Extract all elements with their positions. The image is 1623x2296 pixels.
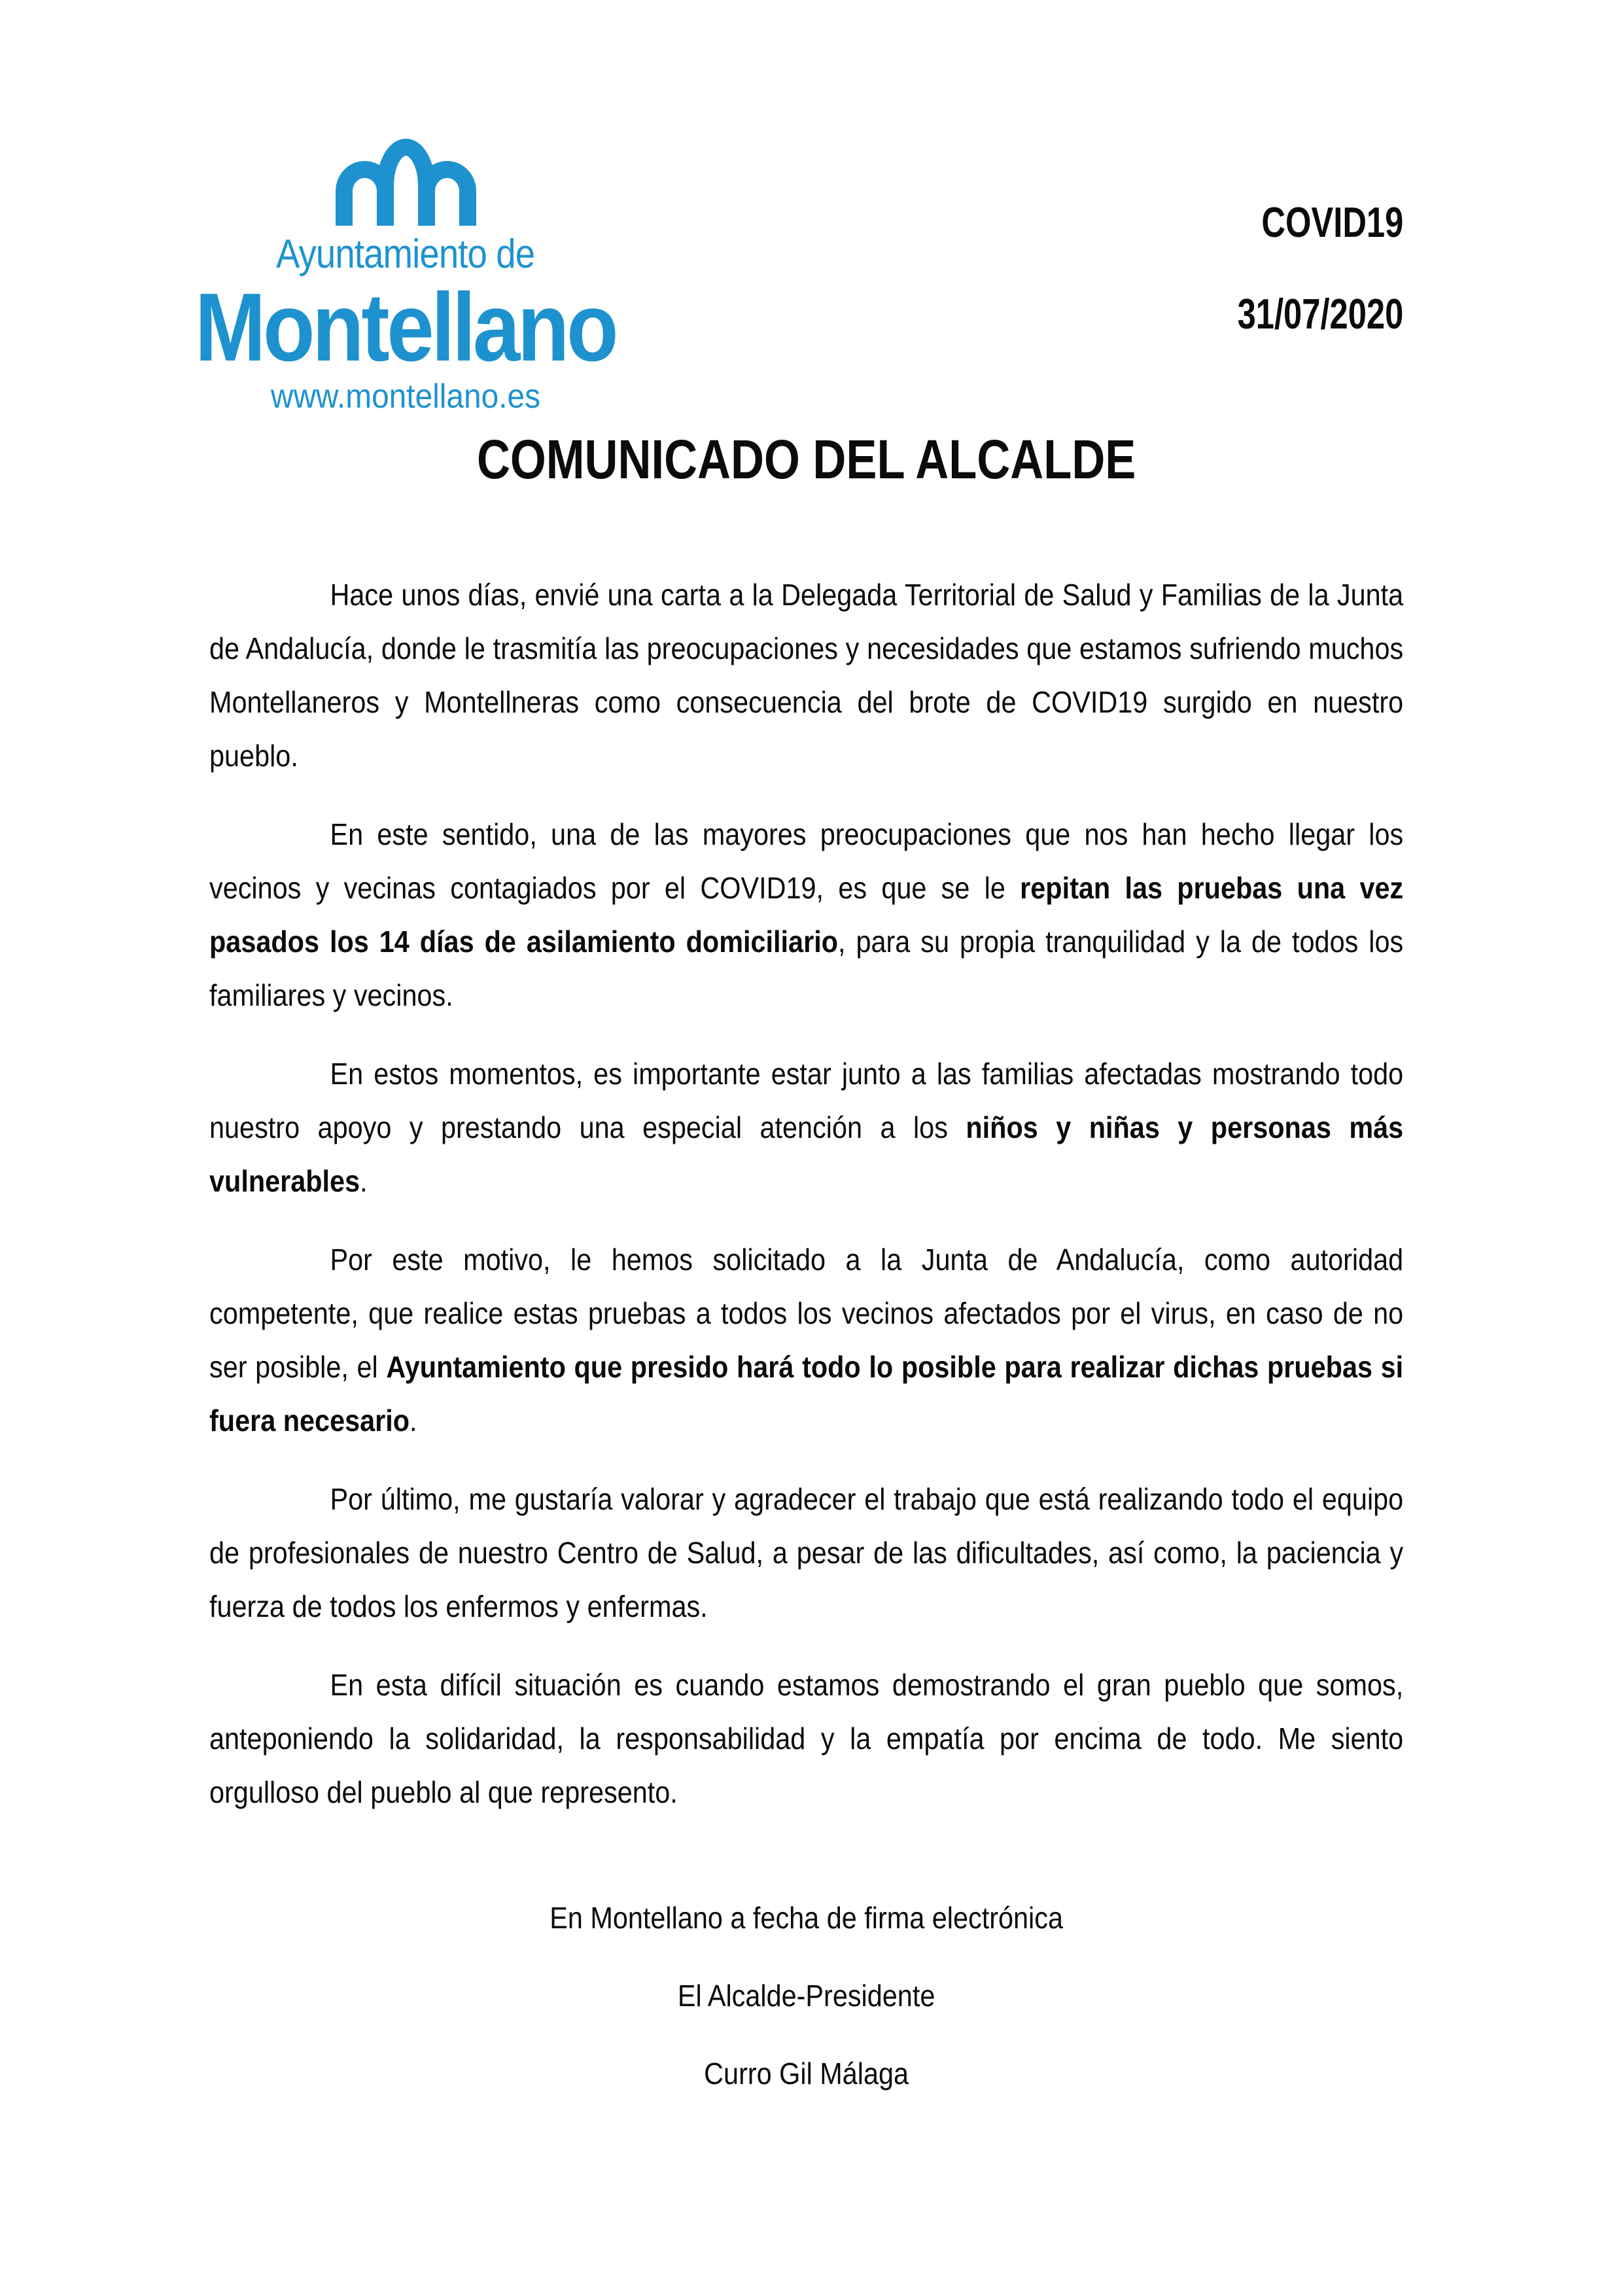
signature-name-line: Curro Gil Málaga bbox=[704, 2057, 909, 2091]
document-body bbox=[209, 568, 1403, 1844]
paragraph: Por este motivo, le hemos solicitado a la Junta de Andalucía, como autoridad competente, que realice estas pruebas a todos los vecinos afectados por el virus, en caso de no ser posible, el Ayuntamiento que presido hará todo lo posible para realizar dichas pruebas si fuera necesario. bbox=[209, 1243, 1404, 1438]
logo-url: www.montellano.es bbox=[270, 378, 541, 415]
signature-block bbox=[209, 1891, 1403, 2125]
logo-org-line: Ayuntamiento de bbox=[276, 232, 535, 277]
signature-place-line: En Montellano a fecha de firma electrónica bbox=[550, 1901, 1063, 1935]
montellano-arches-icon bbox=[336, 139, 476, 226]
paragraph: En estos momentos, es importante estar junto a las familias afectadas mostrando todo nuestro apoyo y prestando una especial atención a los niños y niñas y personas más vulnerables. bbox=[209, 1057, 1404, 1198]
paragraph: Hace unos días, envié una carta a la Delegada Territorial de Salud y Familias de la Junta de Andalucía, donde le trasmitía las preocupaciones y necesidades que estamos sufriendo muchos Montellaneros y Montellneras como consecuencia del brote de COVID19 surgido en nuestro pueblo. bbox=[209, 578, 1404, 773]
paragraph: En este sentido, una de las mayores preocupaciones que nos han hecho llegar los vecinos y vecinas contagiados por el COVID19, es que se le repitan las pruebas una vez pasados los 14 días de asilamiento domiciliario, para su propia tranquilidad y la de todos los familiares y vecinos. bbox=[209, 817, 1404, 1012]
paragraph: Por último, me gustaría valorar y agradecer el trabajo que está realizando todo el equipo de profesionales de nuestro Centro de Salud, a pesar de las dificultades, así como, la paciencia y fuerza de todos los enfermos y enfermas. bbox=[209, 1482, 1404, 1623]
doc-label: COVID19 bbox=[1261, 198, 1403, 246]
paragraph: En esta difícil situación es cuando estamos demostrando el gran pueblo que somos, anteponiendo la solidaridad, la responsabilidad y la empatía por encima de todo. Me siento orgulloso del pueblo al que represento. bbox=[209, 1668, 1404, 1809]
montellano-logo bbox=[196, 139, 615, 415]
signature-role-line: El Alcalde-Presidente bbox=[677, 1979, 935, 2013]
doc-date: 31/07/2020 bbox=[1237, 290, 1403, 338]
document-meta bbox=[1237, 198, 1403, 339]
page-title: COMUNICADO DEL ALCALDE bbox=[476, 429, 1136, 490]
logo-name: Montellano bbox=[195, 274, 616, 381]
